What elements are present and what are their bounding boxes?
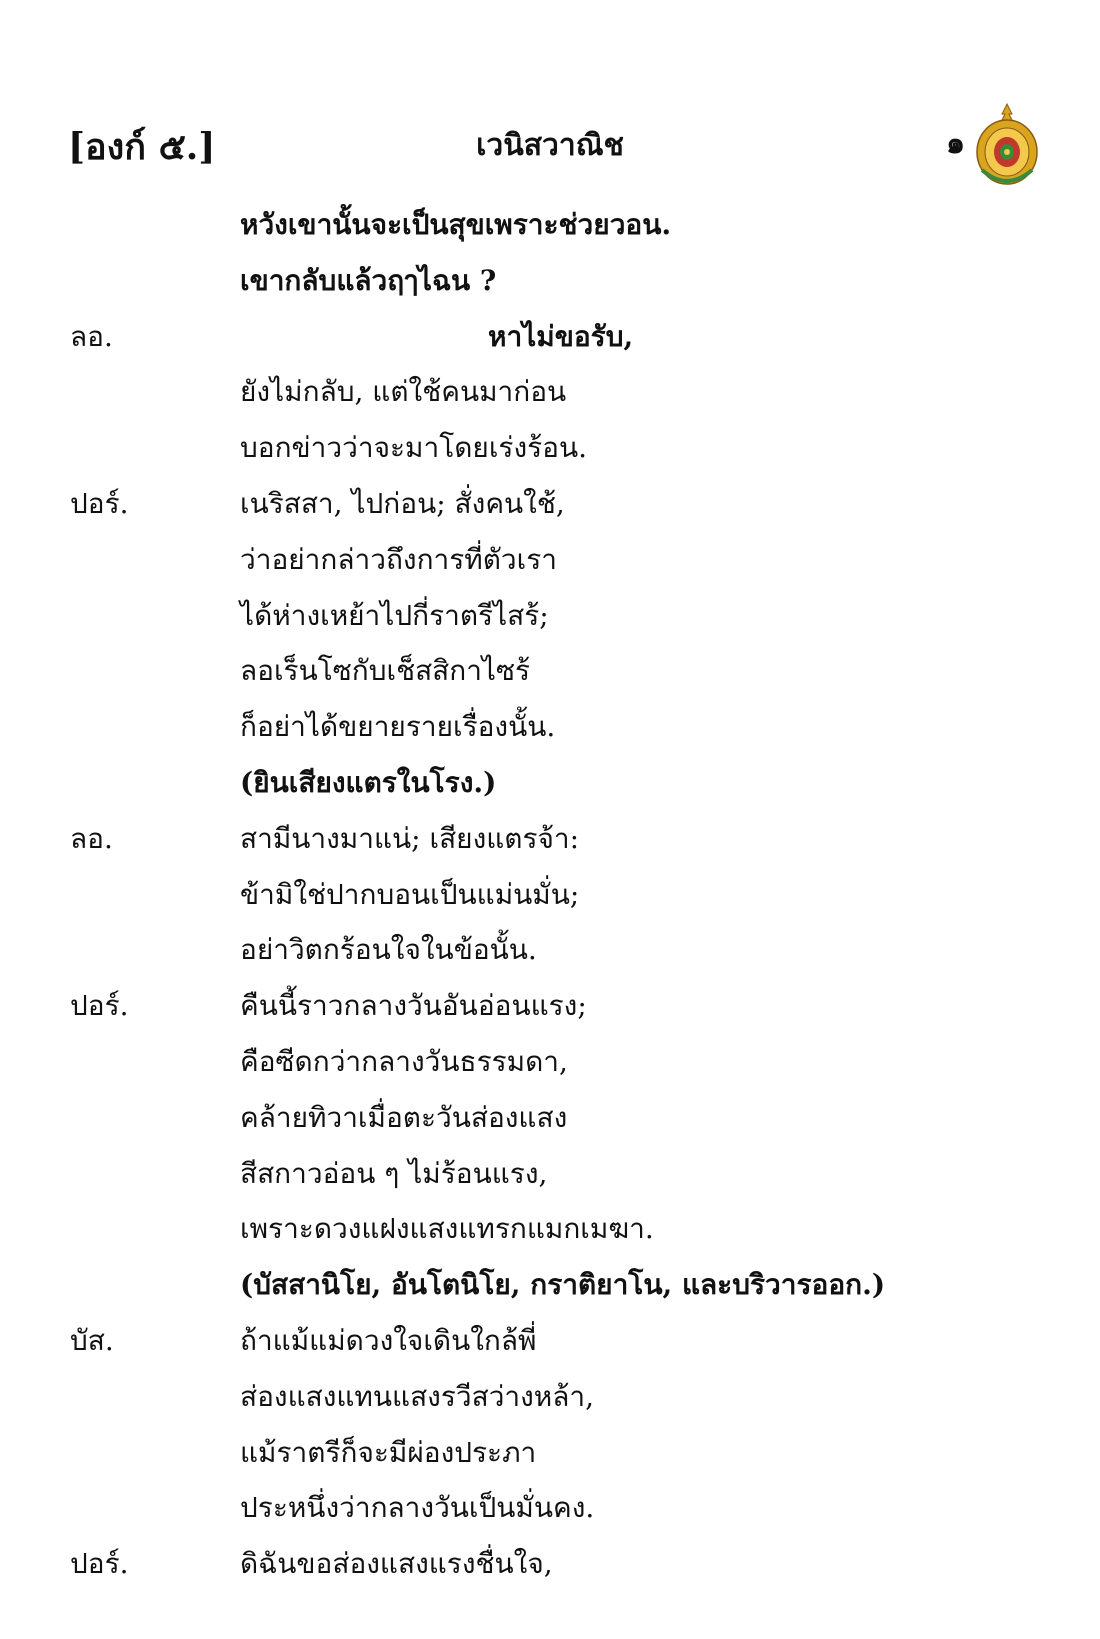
dialogue-text: เนริสสา, ไปก่อน; สั่งคนใช้, xyxy=(240,486,565,520)
script-line xyxy=(0,428,1100,484)
act-label: [องก์ ๕.] xyxy=(68,126,216,168)
dialogue-text: ยังไม่กลับ, แต่ใช้คนมาก่อน xyxy=(240,375,567,409)
speaker-name: ลอ. xyxy=(70,319,113,353)
script-line xyxy=(0,484,1100,540)
dialogue-text: ก็อย่าได้ขยายรายเรื่องนั้น. xyxy=(240,710,556,744)
dialogue-text: ดิฉันขอส่องแสงแรงชื่นใจ, xyxy=(240,1547,553,1581)
script-line xyxy=(0,261,1100,317)
stage-direction-text: เขากลับแล้วฤๅไฉน ? xyxy=(240,263,497,297)
page-title: เวนิสวาณิช xyxy=(476,128,624,163)
dialogue-text: สีสกาวอ่อน ๆ ไม่ร้อนแรง, xyxy=(240,1156,548,1190)
stage-direction-text: (ยินเสียงแตรในโรง.) xyxy=(240,765,497,799)
stage-direction-text: (บัสสานิโย, อันโตนิโย, กราติยาโน, และบริวารออก.) xyxy=(240,1268,886,1302)
dialogue-text: ถ้าแม้แม่ดวงใจเดินใกล้พี่ xyxy=(240,1323,537,1357)
script-line xyxy=(0,1321,1100,1377)
royal-emblem-icon xyxy=(972,100,1042,190)
speaker-name: ปอร์. xyxy=(70,989,129,1023)
stage-direction-text: หวังเขานั้นจะเป็นสุขเพราะช่วยวอน. xyxy=(240,208,672,241)
script-line xyxy=(0,1544,1100,1600)
page-header xyxy=(0,118,1100,178)
dialogue-text: ส่องแสงแทนแสงรวีสว่างหล้า, xyxy=(240,1379,595,1413)
script-line xyxy=(0,1098,1100,1154)
script-line xyxy=(0,875,1100,931)
script-line xyxy=(0,763,1100,819)
dialogue-text: ว่าอย่ากล่าวถึงการที่ตัวเรา xyxy=(240,542,557,576)
stage-direction-text: หาไม่ขอรับ, xyxy=(488,319,634,353)
script-line xyxy=(0,540,1100,596)
dialogue-text: ได้ห่างเหย้าไปกี่ราตรีไสร้; xyxy=(240,598,549,632)
speaker-name: ปอร์. xyxy=(70,1547,129,1581)
dialogue-text: อย่าวิตกร้อนใจในข้อนั้น. xyxy=(240,933,537,967)
dialogue-text: ข้ามิใช่ปากบอนเป็นแม่นมั่น; xyxy=(240,877,580,911)
script-line xyxy=(0,205,1100,261)
dialogue-text: แม้ราตรีก็จะมีผ่องประภา xyxy=(240,1435,537,1469)
speaker-name: บัส. xyxy=(70,1323,114,1357)
script-line xyxy=(0,1042,1100,1098)
script-line xyxy=(0,596,1100,652)
script-line xyxy=(0,1154,1100,1210)
script-line xyxy=(0,372,1100,428)
dialogue-text: สามีนางมาแน่; เสียงแตรจ้า: xyxy=(240,821,580,855)
dialogue-text: คล้ายทิวาเมื่อตะวันส่องแสง xyxy=(240,1100,568,1134)
script-line xyxy=(0,1433,1100,1489)
script-line xyxy=(0,707,1100,763)
script-line xyxy=(0,651,1100,707)
script-line xyxy=(0,317,1100,373)
speaker-name: ลอ. xyxy=(70,821,113,855)
script-line xyxy=(0,1488,1100,1544)
speaker-name: ปอร์. xyxy=(70,486,129,520)
page-number: ๑ xyxy=(946,126,966,161)
dialogue-text: ลอเร็นโซกับเช็สสิกาไซร้ xyxy=(240,654,531,688)
script-body xyxy=(0,205,1100,1600)
dialogue-text: ประหนึ่งว่ากลางวันเป็นมั่นคง. xyxy=(240,1491,595,1525)
script-line xyxy=(0,986,1100,1042)
dialogue-text: บอกข่าวว่าจะมาโดยเร่งร้อน. xyxy=(240,431,588,465)
dialogue-text: คือซีดกว่ากลางวันธรรมดา, xyxy=(240,1044,568,1078)
script-line xyxy=(0,1209,1100,1265)
script-line xyxy=(0,930,1100,986)
script-line xyxy=(0,1377,1100,1433)
script-line xyxy=(0,1265,1100,1321)
dialogue-text: เพราะดวงแฝงแสงแทรกแมกเมฆา. xyxy=(240,1212,654,1246)
dialogue-text: คืนนี้ราวกลางวันอันอ่อนแรง; xyxy=(240,989,587,1023)
script-line xyxy=(0,819,1100,875)
